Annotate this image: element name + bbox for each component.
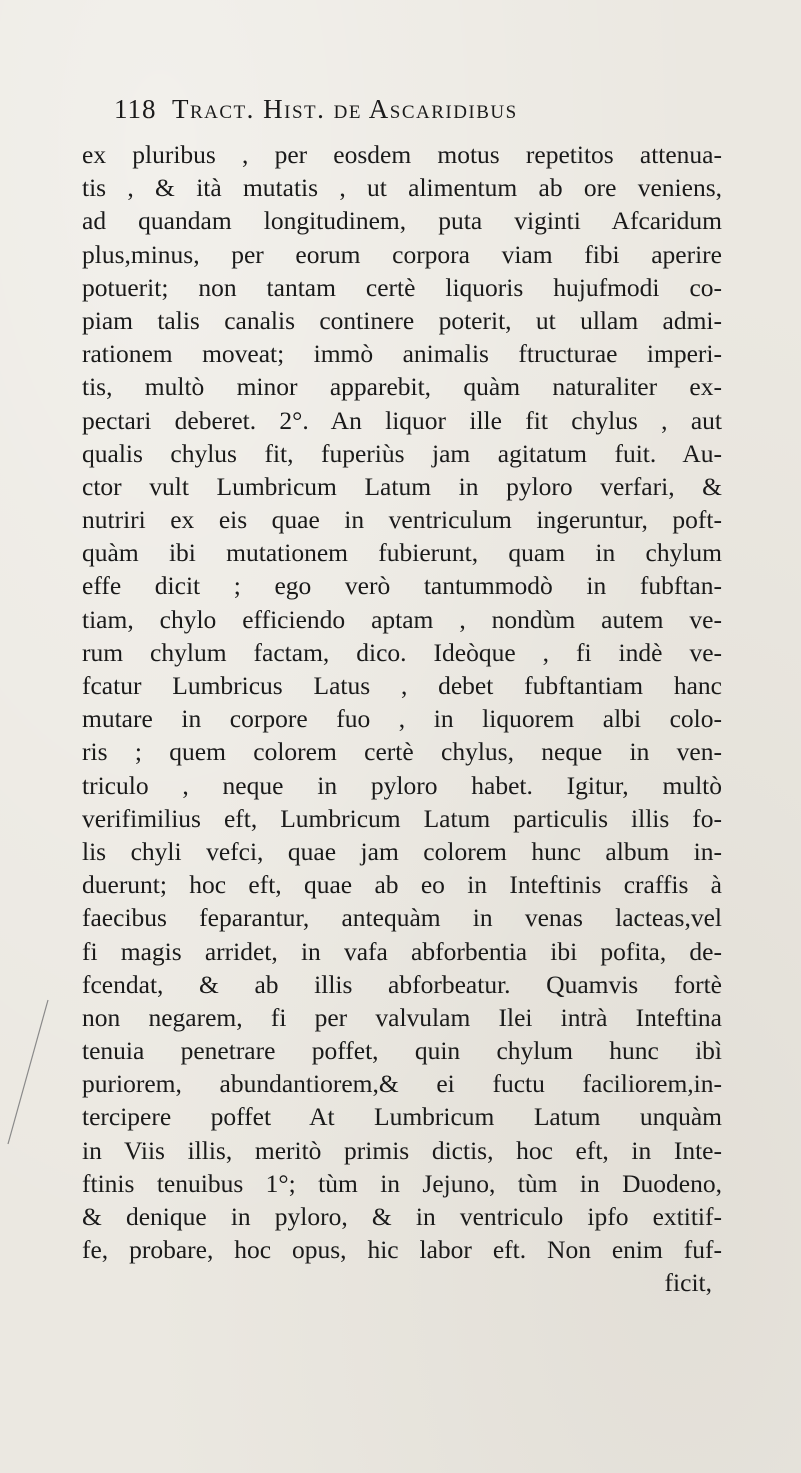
text-line: fi magis arridet, in vafa abforbentia ibi pofita, de- (82, 936, 722, 966)
text-line: tercipere poffet At Lumbricum Latum unquàm (82, 1102, 722, 1132)
text-line: fe, probare, hoc opus, hic labor eft. Non enim fuf- (82, 1235, 722, 1265)
text-line: in Viis illis, meritò primis dictis, hoc eft, in Inte- (82, 1135, 722, 1165)
text-line: rum chylum factam, dico. Ideòque , fi indè ve- (82, 637, 722, 667)
text-line: ex pluribus , per eosdem motus repetitos attenua- (82, 140, 722, 169)
text-line: ctor vult Lumbricum Latum in pyloro verfari, & (82, 471, 722, 501)
text-line: fcendat, & ab illis abforbeatur. Quamvis fortè (82, 969, 722, 999)
text-line: tiam, chylo efficiendo aptam , nondùm autem ve- (82, 604, 722, 634)
text-line: pectari deberet. 2°. An liquor ille fit chylus , aut (82, 405, 722, 435)
text-line: lis chyli vefci, quae jam colorem hunc album in- (82, 836, 722, 866)
text-line: quàm ibi mutationem fubierunt, quam in chylum (82, 538, 722, 568)
text-line: verifimilius eft, Lumbricum Latum particulis illis fo- (82, 803, 722, 833)
text-line: rationem moveat; immò animalis ftructurae imperi- (82, 339, 722, 369)
text-line: plus,minus, per eorum corpora viam fibi aperire (82, 239, 722, 269)
text-line: non negarem, fi per valvulam Ilei intrà Inteftina (82, 1002, 722, 1032)
page-header (114, 94, 714, 128)
text-line: piam talis canalis continere poterit, ut ullam admi- (82, 305, 722, 335)
running-head: Tract. Hist. de Ascaridibus (172, 94, 518, 124)
text-line: tis , & ità mutatis , ut alimentum ab ore veniens, (82, 173, 722, 203)
text-line: fcatur Lumbricus Latus , debet fubftantiam hanc (82, 671, 722, 700)
text-line: triculo , neque in pyloro habet. Igitur, multò (82, 770, 722, 800)
text-line: faecibus feparantur, antequàm in venas lacteas,vel (82, 903, 722, 933)
text-line: ad quandam longitudinem, puta viginti Afcaridum (82, 206, 722, 236)
body-text (82, 138, 722, 1300)
text-line: tenuia penetrare poffet, quin chylum hunc ibì (82, 1036, 722, 1066)
text-line: ris ; quem colorem certè chylus, neque in ven- (82, 737, 722, 767)
margin-pencil-stroke (4, 998, 52, 1148)
text-line: mutare in corpore fuo , in liquorem albi colo- (82, 704, 722, 734)
catchword-line: ficit, (664, 1268, 712, 1298)
text-line: & denique in pyloro, & in ventriculo ipfo extitif- (82, 1202, 722, 1231)
text-line: tis, multò minor apparebit, quàm naturaliter ex- (82, 372, 722, 402)
text-line: ftinis tenuibus 1°; tùm in Jejuno, tùm in Duodeno, (82, 1168, 722, 1198)
text-line: duerunt; hoc eft, quae ab eo in Inteftinis craffis à (82, 870, 722, 900)
page-number: 118 (114, 94, 157, 124)
text-line: puriorem, abundantiorem,& ei fuctu faciliorem,in- (82, 1069, 722, 1099)
text-line: potuerit; non tantam certè liquoris hujufmodi co- (82, 272, 722, 302)
text-line: qualis chylus fit, fuperiùs jam agitatum fuit. Au- (82, 438, 722, 468)
text-line: effe dicit ; ego verò tantummodò in fubftan- (82, 571, 722, 601)
text-line: nutriri ex eis quae in ventriculum ingeruntur, poft- (82, 505, 722, 535)
